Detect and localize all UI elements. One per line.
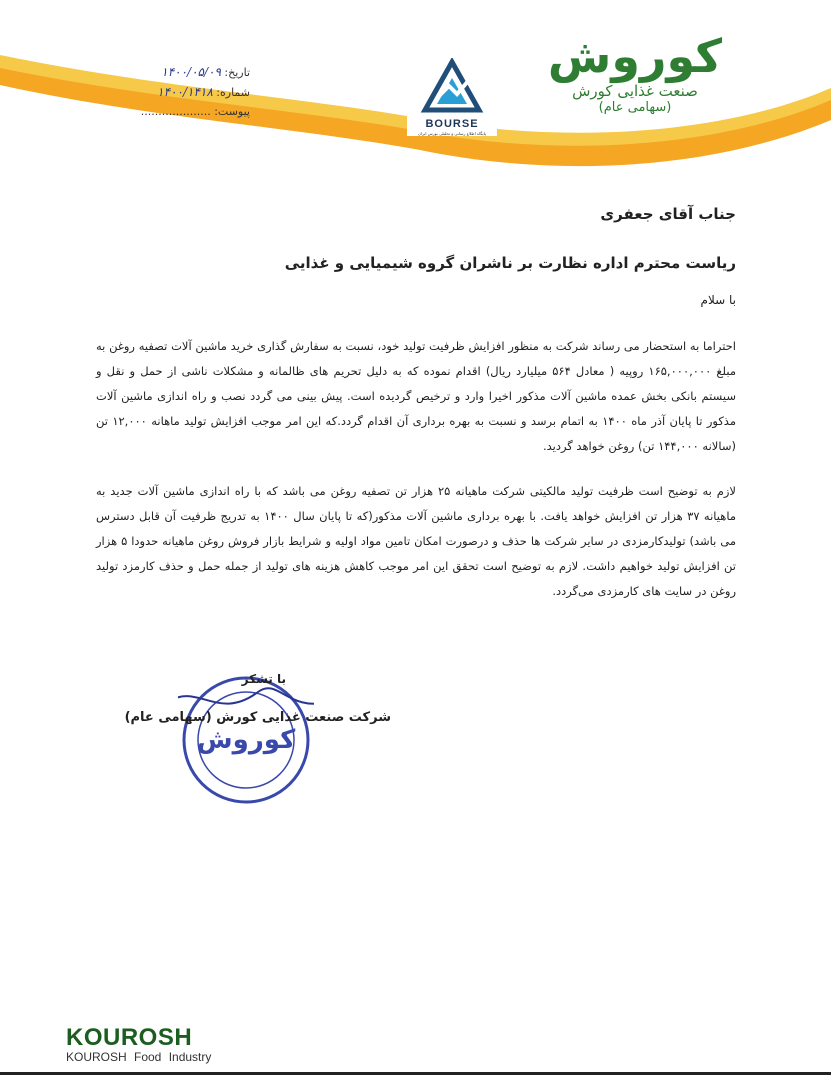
closing: با تشکر [241,672,286,686]
date-row [135,62,250,82]
bourse-emblem-icon [407,58,497,118]
recipient: جناب آقای جعفری [600,205,736,223]
attachment-label: پیوست: [214,105,250,118]
bourse-wordmark: BOURSE [425,118,479,130]
number-row [135,82,250,102]
company-logo-word: کوروش [547,29,723,83]
footer-brand: KOUROSH [66,1024,193,1051]
bottom-rule [0,1072,831,1075]
stamp-center-word: کوروش [196,725,296,755]
footer-subtitle: KOUROSH Food Industry [66,1050,212,1064]
attachment-value: .................... [140,105,211,118]
company-logo-line2: (سهامی عام) [598,100,672,115]
greeting: با سلام [700,293,736,307]
company-signature: شرکت صنعت غذایی کورش (سهامی عام) [124,710,391,725]
reference-block [135,62,250,122]
attachment-row [135,102,250,122]
date-value: ۱۴۰۰/۰۵/۰۹ [161,65,221,79]
bourse-logo [407,58,497,136]
subject: ریاست محترم اداره نظارت بر ناشران گروه شیمیایی و غذایی [284,254,736,272]
number-value: ۱۴۰۰/۱۴۱۸ [157,85,213,99]
date-label: تاریخ: [224,66,250,79]
company-stamp [178,672,314,808]
company-logo-line1: صنعت غذایی کورش [572,82,698,100]
body-paragraph-2: لازم به توضیح است ظرفیت تولید مالکیتی شرکت ماهیانه ۲۵ هزار تن تصفیه روغن می باشد که با راه اندازی ماشین آلات جدید به ماهیانه ۳۷ هزار تن افزایش خواهد یافت. با بهره برداری ماشین آلات مذکور(که تا پایان سال ۱۴۰۰ به تدریج ظرفیت آن قابل دسترس می باشد) تولیدکارمزدی در سایر شرکت ها حذف و درصورت امکان تامین مواد اولیه و شرایط بازار فروش روغن ماهیانه حدودا ۵ هزار تن افزایش تولید خواهیم داشت. لازم به توضیح است تحقق این امر موجب کاهش هزینه های تولید از جمله حمل و حذف کارمزد تولید روغن در سایت های کارمزدی می‌گردد. [96,484,736,598]
company-logo [535,30,735,140]
number-label: شماره: [216,86,250,99]
body-paragraph-1: احتراما به استحضار می رساند شرکت به منظور افزایش ظرفیت تولید خود، نسبت به سفارش گذاری خرید ماشین آلات تصفیه روغن به مبلغ ۱۶۵,۰۰۰,۰۰۰ روپیه ( معادل ۵۶۴ میلیارد ریال) اقدام نموده که به دلیل تحریم های ظالمانه و مشکلات ناشی از حمل و نقل و سیستم بانکی بخش عمده ماشین آلات مذکور اخیرا وارد و ترخیص گردیده است. پیش بینی می گردد نصب و راه اندازی ماشین آلات مذکور تا پایان آذر ماه ۱۴۰۰ به اتمام برسد و نسبت به بهره برداری آن اقدام گردد.که این امر موجب افزایش تولید ماهانه ۱۲,۰۰۰ تن (سالانه ۱۴۴,۰۰۰ تن) روغن خواهد گردید. [96,339,736,453]
bourse-subtitle: پایگاه اطلاع رسانی و تحلیلی بورس ایران [418,131,486,136]
footer-logo [66,1024,211,1064]
